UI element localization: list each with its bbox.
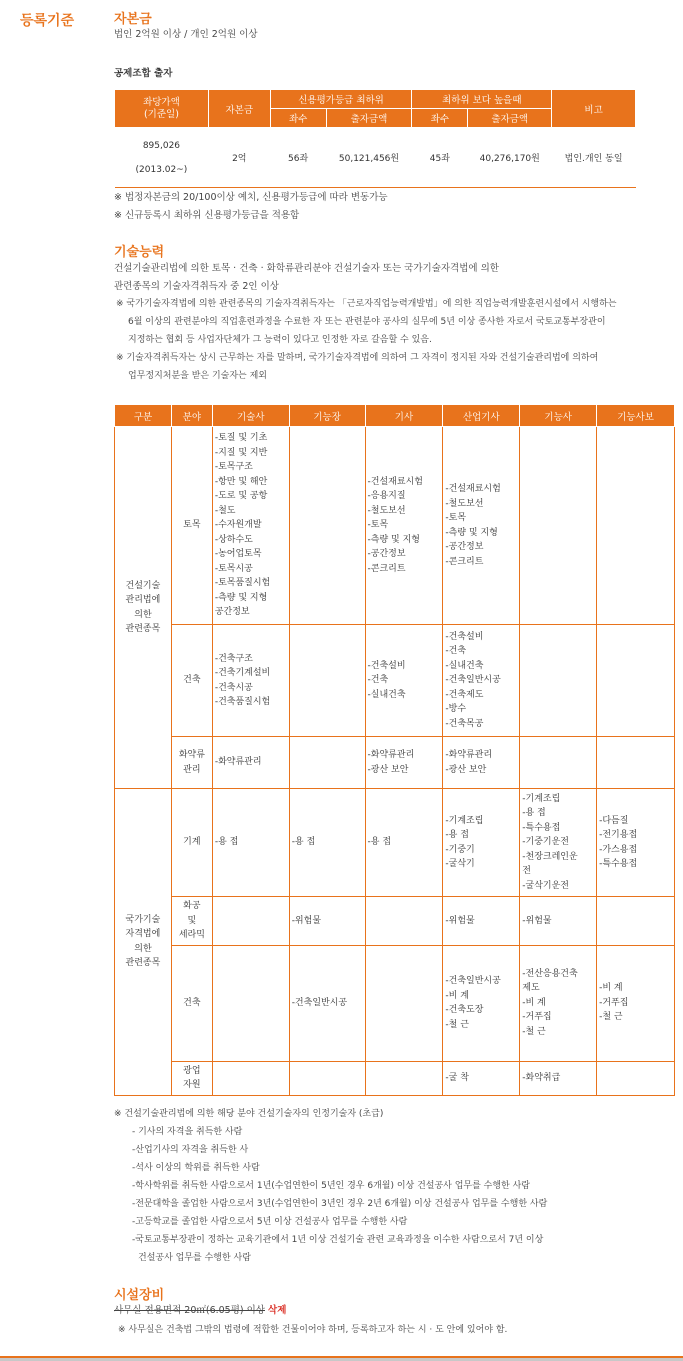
capital-note-1: ※ 법정자본금의 20/100이상 예치, 신용평가등급에 따라 변동가능: [114, 192, 388, 203]
tech-line-2: 관련종목의 기술자격취득자 중 2인 이상: [114, 281, 279, 292]
capital-subtitle: 공제조합 출자: [114, 68, 173, 79]
facility-title: 시설장비: [114, 1288, 165, 1303]
row-field: 기계: [171, 789, 212, 897]
row-cell: -기계조립 -용 접 -특수용접 -기중기운전 -천장크레인운 전 -굴삭기운전: [520, 789, 597, 897]
row-cell: [289, 737, 365, 789]
cell-jwa-date: (2013.02~): [135, 164, 188, 175]
th-assistant-craftsman: 기능사보: [597, 405, 675, 427]
row-cell: [520, 427, 597, 625]
th-jwa: 좌당가액 (기준일): [115, 90, 209, 128]
row-cell: -용 접: [365, 789, 443, 897]
capital-desc: 법인 2억원 이상 / 개인 2억원 이상: [114, 29, 258, 40]
th-engineer: 기사: [365, 405, 443, 427]
row-cell: [597, 737, 675, 789]
row-cell: [212, 897, 289, 946]
row-cell: [597, 427, 675, 625]
cell-amount-2: 40,276,170원: [479, 154, 540, 164]
row-cell: -건설재료시험 -응용지질 -철도보선 -토목 -측량 및 지형 -공간정보 -콘크리트: [365, 427, 443, 625]
recognized-note-title: ※ 건설기술관리법에 의한 해당 분야 건설기술자의 인정기술자 (초급): [114, 1109, 384, 1119]
th-count-1: 좌수: [270, 109, 326, 128]
group-national-tech: 국가기술 자격법에 의한 관련종목: [115, 789, 172, 1096]
row-cell: -비 계 -거푸집 -철 근: [597, 945, 675, 1061]
row-cell: -화약취급: [520, 1061, 597, 1095]
th-professional-engineer: 기술사: [212, 405, 289, 427]
tech-title: 기술능력: [114, 245, 165, 260]
capital-note-2: ※ 신규등록시 최하위 신용평가등급을 적용함: [114, 210, 300, 221]
footer-divider: [0, 1356, 683, 1361]
recognized-note-6: -고등학교를 졸업한 사람으로서 5년 이상 건설공사 업무를 수행한 사람: [132, 1217, 408, 1227]
row-cell: [597, 897, 675, 946]
row-cell: [597, 625, 675, 737]
row-field: 광업 자원: [171, 1061, 212, 1095]
cell-amount-1: 50,121,456원: [338, 154, 400, 164]
th-min-grade: 신용평가등급 최하위: [270, 90, 412, 109]
row-cell: [365, 945, 443, 1061]
row-cell: -건설재료시험 -철도보선 -토목 -측량 및 지형 -공간정보 -콘크리트: [443, 427, 520, 625]
th-field: 분야: [171, 405, 212, 427]
row-cell: -화약류관리 -광산 보안: [443, 737, 520, 789]
row-cell: -위험물: [443, 897, 520, 946]
row-cell: -건축설비 -건축 -실내건축 -건축일반시공 -건축제도 -방수 -건축목공: [443, 625, 520, 737]
th-above-grade: 최하위 보다 높을때: [412, 90, 552, 109]
side-title: 등록기준: [20, 13, 75, 29]
qualification-table: [114, 404, 675, 1096]
cell-capital: 2억: [232, 154, 247, 164]
tech-line-1: 건설기술관리법에 의한 토목 · 건축 · 화학류관리분야 건설기술자 또는 국가기술자격법에 의한: [114, 263, 499, 274]
capital-title: 자본금: [114, 12, 152, 27]
th-capital: 자본금: [208, 90, 270, 128]
tech-note-2: 6월 이상의 관련분야의 직업훈련과정을 수료한 자 또는 관련분야 공사의 실무에 5년 이상 종사한 자로서 국토교통부장관이: [128, 317, 606, 327]
row-cell: -전산응용건축 제도 -비 계 -거푸집 -철 근: [520, 945, 597, 1061]
th-category: 구분: [115, 405, 172, 427]
recognized-note-3: -석사 이상의 학위를 취득한 사람: [132, 1163, 260, 1173]
row-field: 건축: [171, 945, 212, 1061]
row-cell: [212, 945, 289, 1061]
row-cell: [520, 737, 597, 789]
row-cell: -건축설비 -건축 -실내건축: [365, 625, 443, 737]
recognized-note-8: 건설공사 업무를 수행한 사람: [138, 1253, 251, 1263]
facility-line: [114, 1302, 286, 1319]
tech-note-1: ※ 국가기술자격법에 의한 관련종목의 기술자격취득자는 「근로자직업능력개발법」에 의한 직업능력개발훈련시설에서 시행하는: [116, 299, 617, 309]
facility-deleted-tag: 삭제: [268, 1305, 287, 1316]
cell-jwa: [115, 128, 209, 188]
th-count-2: 좌수: [412, 109, 468, 128]
row-cell: -용 접: [212, 789, 289, 897]
tech-note-3: 지정하는 협회 등 사업자단체가 그 능력이 있다고 인정한 자로 갈음할 수 있음.: [128, 335, 432, 345]
capital-table: [114, 89, 636, 188]
row-field: 화약류 관리: [171, 737, 212, 789]
row-cell: -다듬질 -전기용접 -가스용접 -특수용접: [597, 789, 675, 897]
recognized-note-2: -산업기사의 자격을 취득한 사: [132, 1145, 249, 1155]
cell-note: 법인.개인 동일: [564, 154, 623, 164]
th-amount-1: 출자금액: [326, 109, 412, 128]
row-cell: -기계조립 -용 접 -기중기 -굴삭기: [443, 789, 520, 897]
row-field: 건축: [171, 625, 212, 737]
row-cell: -토질 및 기초 -지질 및 지반 -토목구조 -항만 및 해안 -도로 및 공항 -철도 -수자원개발 -상하수도 -농어업토목 -토목시공 -토목품질시험 -측량 및 지형 공간정보: [212, 427, 289, 625]
row-cell: [365, 1061, 443, 1095]
th-craftsman: 기능사: [520, 405, 597, 427]
row-cell: -화약류관리 -광산 보안: [365, 737, 443, 789]
row-cell: [289, 625, 365, 737]
row-cell: -굴 착: [443, 1061, 520, 1095]
row-cell: [289, 427, 365, 625]
cell-jwa-value: 895,026: [142, 140, 181, 151]
facility-area: 사무실 전용면적 20㎡(6.05평) 이상: [114, 1305, 265, 1316]
tech-note-4: ※ 기술자격취득자는 상시 근무하는 자를 말하며, 국가기술자격법에 의하여 그 자격이 정지된 자와 건설기술관리법에 의하여: [116, 353, 599, 363]
row-field: 토목: [171, 427, 212, 625]
th-master-craftsman: 기능장: [289, 405, 365, 427]
row-cell: -화약류관리: [212, 737, 289, 789]
cell-count-2: 45좌: [429, 154, 450, 164]
row-cell: -건축구조 -건축기계설비 -건축시공 -건축품질시험: [212, 625, 289, 737]
group-construction-tech: 건설기술 관리법에 의한 관련종목: [115, 427, 172, 789]
row-cell: [520, 625, 597, 737]
row-cell: [597, 1061, 675, 1095]
recognized-note-4: -학사학위를 취득한 사람으로서 1년(수업연한이 5년인 경우 6개월) 이상 건설공사 업무를 수행한 사람: [132, 1181, 530, 1191]
recognized-note-5: -전문대학을 졸업한 사람으로서 3년(수업연한이 3년인 경우 2년 6개월) 이상 건설공사 업무를 수행한 사람: [132, 1199, 548, 1209]
recognized-note-7: -국토교통부장관이 정하는 교육기관에서 1년 이상 건설기술 관련 교육과정을 이수한 사람으로서 7년 이상: [132, 1235, 544, 1245]
row-cell: -건축일반시공 -비 계 -건축도장 -철 근: [443, 945, 520, 1061]
facility-note: ※ 사무실은 건축법 그밖의 법령에 적합한 건물이어야 하며, 등록하고자 하는 시 · 도 안에 있어야 함.: [118, 1325, 508, 1335]
row-cell: -위험물: [520, 897, 597, 946]
cell-count-1: 56좌: [288, 154, 309, 164]
th-note: 비고: [552, 90, 636, 128]
th-industrial-engineer: 산업기사: [443, 405, 520, 427]
row-field: 화공 및 세라믹: [171, 897, 212, 946]
tech-note-5: 업무정지처분을 받은 기술자는 제외: [128, 371, 267, 381]
recognized-note-1: - 기사의 자격을 취득한 사람: [132, 1127, 243, 1137]
row-cell: [365, 897, 443, 946]
th-amount-2: 출자금액: [468, 109, 552, 128]
row-cell: -위험물: [289, 897, 365, 946]
row-cell: [289, 1061, 365, 1095]
row-cell: -용 접: [289, 789, 365, 897]
row-cell: -건축일반시공: [289, 945, 365, 1061]
row-cell: [212, 1061, 289, 1095]
